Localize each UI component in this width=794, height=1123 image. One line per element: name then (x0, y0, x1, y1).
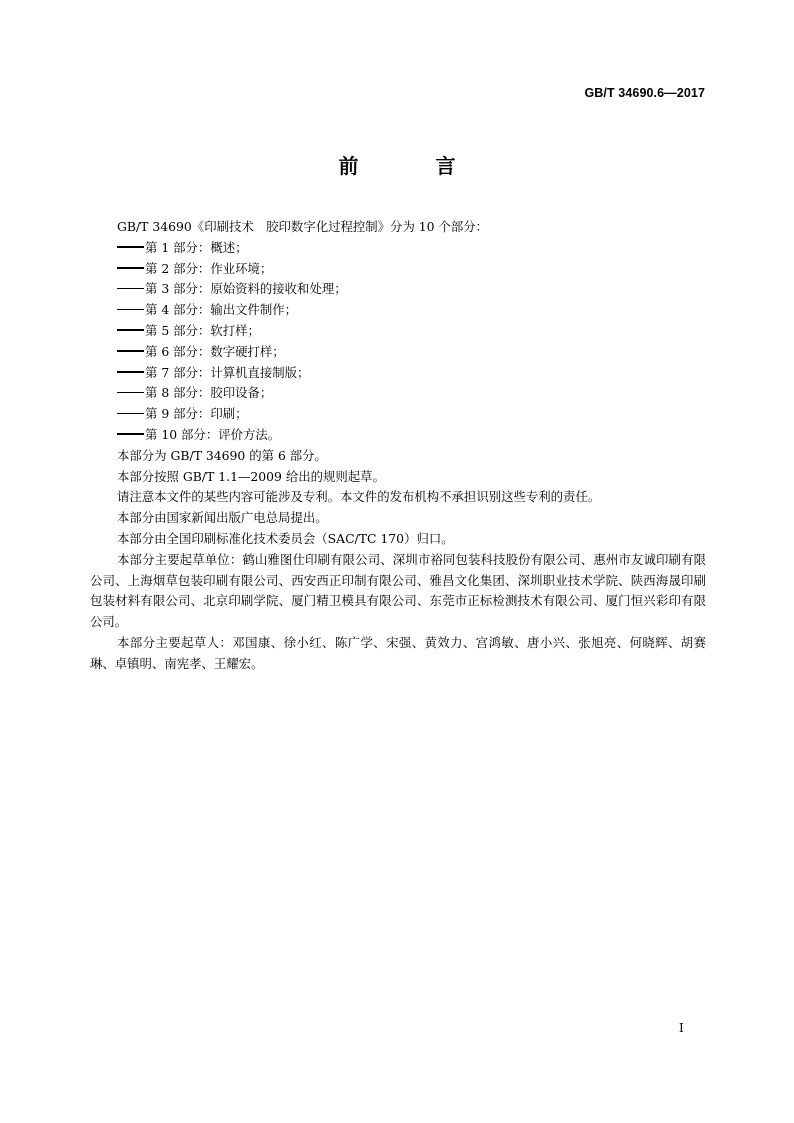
foreword-content (90, 217, 706, 675)
body-paragraph: 本部分为 GB/T 34690 的第 6 部分。 (117, 447, 327, 463)
standard-code: GB/T 34690.6—2017 (584, 86, 705, 100)
body-paragraph: 请注意本文件的某些内容可能涉及专利。本文件的发布机构不承担识别这些专利的责任。 (117, 489, 601, 505)
list-item (90, 425, 706, 446)
list-item-text: 第 7 部分：计算机直接制版； (145, 364, 310, 380)
list-item-text: 第 8 部分：胶印设备； (145, 385, 273, 401)
dash-mark (117, 267, 144, 269)
list-item-text: 第 10 部分：评价方法。 (145, 426, 281, 442)
list-item (90, 259, 706, 280)
drafters-paragraph: 本部分主要起草人：邓国康、徐小红、陈广学、宋强、黄效力、宫鸿敏、唐小兴、张旭亮、何晓辉、胡赛琳、卓镇明、南宪孝、王耀宏。 (90, 634, 706, 671)
dash-mark (117, 288, 144, 290)
list-item-text: 第 5 部分：软打样； (145, 322, 260, 338)
body-paragraph: 本部分按照 GB/T 1.1—2009 给出的规则起草。 (117, 468, 385, 484)
body-paragraph: 本部分由全国印刷标准化技术委员会（SAC/TC 170）归口。 (117, 530, 454, 546)
list-item-text: 第 2 部分：作业环境； (145, 260, 273, 276)
body-paragraph: 本部分由国家新闻出版广电总局提出。 (117, 510, 328, 526)
dash-mark (117, 433, 144, 435)
dash-mark (117, 309, 144, 311)
list-item-text: 第 9 部分：印刷； (145, 406, 248, 422)
list-item-text: 第 4 部分：输出文件制作； (145, 302, 298, 318)
dash-mark (117, 350, 144, 352)
list-item (90, 383, 706, 404)
intro-paragraph: GB/T 34690《印刷技术 胶印数字化过程控制》分为 10 个部分： (117, 219, 489, 234)
dash-mark (117, 413, 144, 415)
list-item-text: 第 3 部分：原始资料的接收和处理； (145, 281, 347, 297)
dash-mark (117, 371, 144, 373)
list-item (90, 238, 706, 259)
page-title: 前 言 (338, 154, 491, 178)
list-item (90, 300, 706, 321)
dash-mark (117, 392, 144, 394)
list-item (90, 404, 706, 425)
page-number: I (679, 1021, 684, 1035)
dash-mark (117, 329, 144, 331)
list-item (90, 342, 706, 363)
list-item (90, 279, 706, 300)
dash-mark (117, 246, 144, 248)
list-item (90, 321, 706, 342)
list-item-text: 第 6 部分：数字硬打样； (145, 343, 285, 359)
list-item (90, 363, 706, 384)
list-item-text: 第 1 部分：概述； (145, 239, 248, 255)
drafting-units-paragraph: 本部分主要起草单位：鹤山雅图仕印刷有限公司、深圳市裕同包装科技股份有限公司、惠州市友诚印刷有限公司、上海烟草包装印刷有限公司、西安西正印制有限公司、雅昌文化集团、深圳职业技术学院、陕西海晟印刷包装材料有限公司、北京印刷学院、厦门精卫模具有限公司、东莞市正标检测技术有限公司、厦门恒兴彩印有限公司。 (90, 551, 706, 630)
